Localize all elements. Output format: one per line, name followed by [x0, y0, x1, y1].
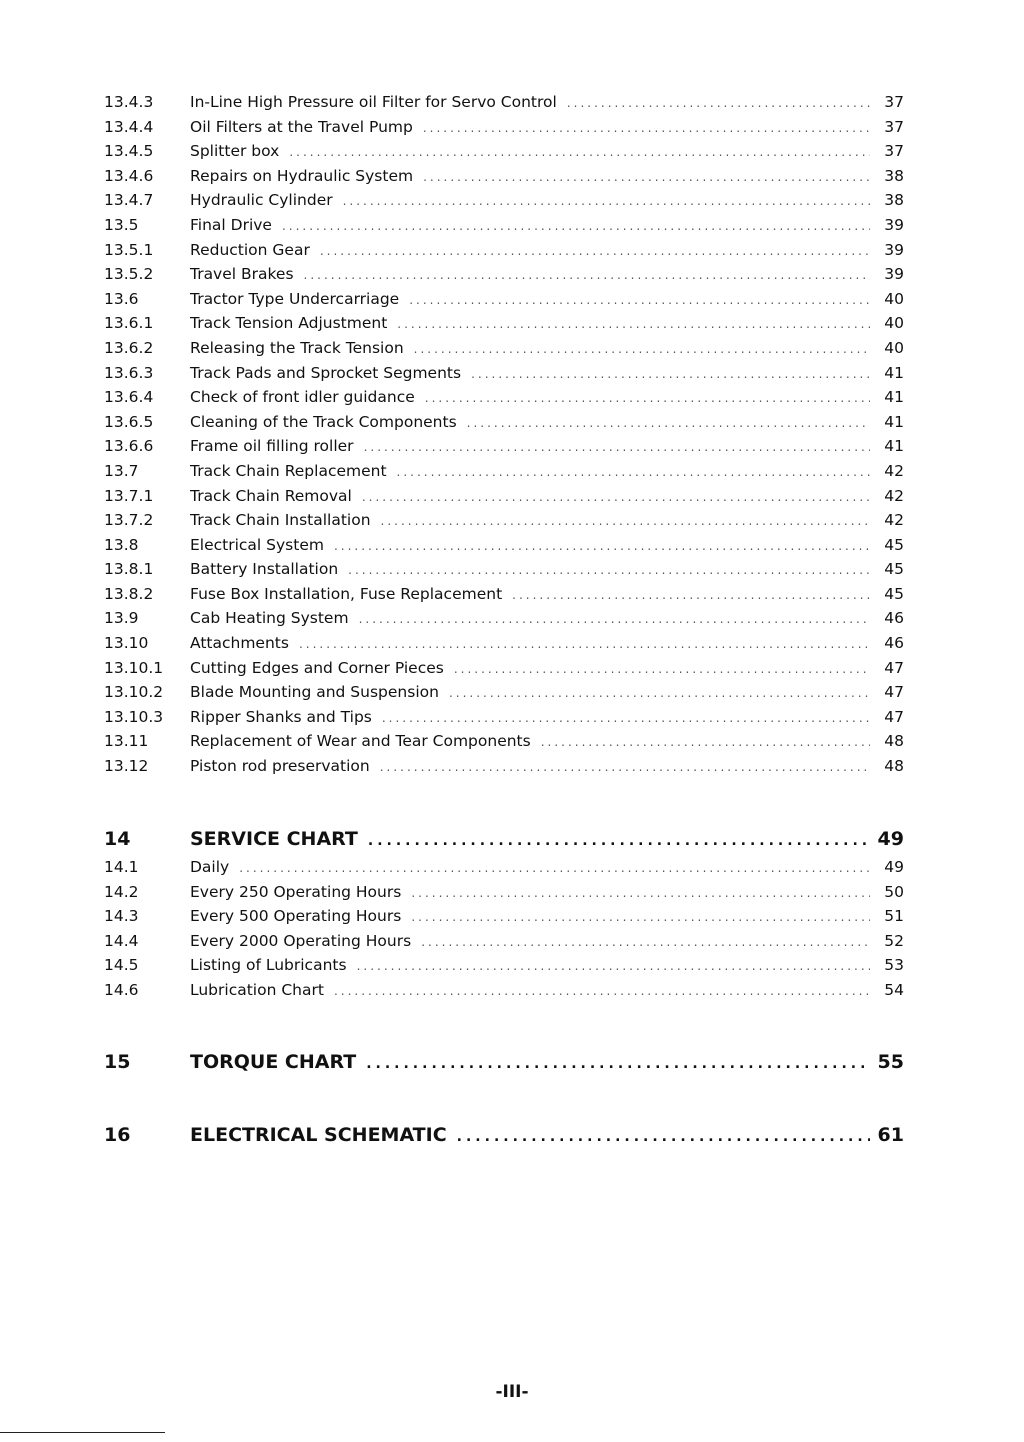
entry-title: Check of front idler guidance	[190, 388, 415, 407]
toc-entry[interactable]	[104, 287, 904, 312]
toc-entry[interactable]	[104, 385, 904, 410]
toc-entry[interactable]	[104, 953, 904, 978]
entry-page: 41	[884, 412, 904, 431]
entry-page: 49	[884, 858, 904, 876]
entry-number: 14.3	[104, 907, 139, 926]
dot-leader	[567, 91, 870, 116]
entry-number: 13.6.5	[104, 412, 154, 431]
toc-entry[interactable]	[104, 754, 904, 779]
entry-page: 48	[884, 732, 904, 751]
entry-page: 42	[884, 511, 904, 530]
toc-entry[interactable]	[104, 705, 904, 730]
entry-title: Reduction Gear	[190, 240, 310, 259]
dot-leader	[289, 140, 870, 165]
entry-page: 39	[884, 265, 904, 284]
entry-title: Cleaning of the Track Components	[190, 412, 457, 431]
entry-number: 13.6.1	[104, 314, 154, 333]
entry-page: 51	[884, 907, 904, 926]
dot-leader	[421, 930, 870, 955]
entry-page: 54	[884, 980, 904, 999]
dot-leader	[397, 312, 870, 337]
entry-number: 13.10.2	[104, 683, 164, 702]
entry-number: 13.9	[104, 609, 139, 628]
entry-title: Blade Mounting and Suspension	[190, 683, 439, 702]
entry-number: 14.4	[104, 931, 139, 950]
entry-number: 13.8.2	[104, 584, 154, 603]
entry-title: Piston rod preservation	[190, 757, 370, 776]
dot-leader	[411, 881, 870, 906]
entry-number: 13.4.5	[104, 142, 154, 161]
entry-title: Track Tension Adjustment	[190, 314, 388, 333]
dot-leader	[454, 657, 870, 682]
entry-page: 47	[884, 658, 904, 677]
entry-title: Fuse Box Installation, Fuse Replacement	[190, 584, 503, 603]
toc-entry[interactable]	[104, 978, 904, 1003]
dot-leader	[343, 189, 870, 214]
chapter-heading[interactable]	[104, 826, 904, 852]
bottom-rule	[0, 1432, 165, 1433]
dot-leader	[239, 856, 870, 881]
toc-entry[interactable]	[104, 238, 904, 263]
dot-leader	[366, 1049, 870, 1079]
toc-entry[interactable]	[104, 508, 904, 533]
dot-leader	[409, 288, 870, 313]
dot-leader	[357, 954, 870, 979]
entry-number: 14.5	[104, 956, 139, 975]
entry-title: Final Drive	[190, 215, 272, 234]
entry-number: 14.1	[104, 858, 139, 876]
entry-number: 13.6.2	[104, 338, 154, 357]
dot-leader	[457, 1122, 870, 1152]
entry-title: Tractor Type Undercarriage	[190, 289, 400, 308]
entry-number: 13.5.1	[104, 240, 154, 259]
toc-entry[interactable]	[104, 904, 904, 929]
toc-entry[interactable]	[104, 311, 904, 336]
entry-number: 13.10.1	[104, 658, 164, 677]
toc-entry[interactable]	[104, 90, 904, 115]
entry-title: Attachments	[190, 634, 289, 653]
chapter-title: ELECTRICAL SCHEMATIC	[190, 1124, 447, 1146]
entry-title: Cutting Edges and Corner Pieces	[190, 658, 444, 677]
toc-entry[interactable]	[104, 533, 904, 558]
entry-page: 40	[884, 338, 904, 357]
chapter-page: 49	[877, 828, 904, 850]
toc-chapter-15	[104, 1047, 904, 1077]
entry-number: 13.6.4	[104, 388, 154, 407]
entry-number: 13.12	[104, 757, 149, 776]
chapter-heading[interactable]	[104, 1047, 904, 1077]
chapter-title: TORQUE CHART	[190, 1051, 357, 1073]
entry-page: 40	[884, 289, 904, 308]
toc-entry[interactable]	[104, 139, 904, 164]
entry-title: Cab Heating System	[190, 609, 349, 628]
dot-leader	[423, 165, 870, 190]
entry-number: 13.10.3	[104, 707, 164, 726]
dot-leader	[380, 755, 870, 780]
entry-page: 50	[884, 882, 904, 901]
entry-title: Frame oil filling roller	[190, 437, 354, 456]
dot-leader	[425, 386, 870, 411]
toc-entry[interactable]	[104, 680, 904, 705]
entry-page: 38	[884, 191, 904, 210]
chapter-page: 61	[877, 1124, 904, 1146]
entry-title: Replacement of Wear and Tear Components	[190, 732, 531, 751]
entry-title: Every 500 Operating Hours	[190, 907, 402, 926]
toc-chapter-14	[104, 826, 904, 852]
entry-number: 13.5.2	[104, 265, 154, 284]
dot-leader	[334, 534, 870, 559]
toc-entry[interactable]	[104, 115, 904, 140]
dot-leader	[348, 558, 870, 583]
dot-leader	[467, 411, 870, 436]
entry-page: 37	[884, 142, 904, 161]
entry-number: 13.11	[104, 732, 149, 751]
toc-entry[interactable]	[104, 410, 904, 435]
toc-entry[interactable]	[104, 631, 904, 656]
entry-title: Releasing the Track Tension	[190, 338, 404, 357]
entry-page: 41	[884, 388, 904, 407]
entry-page: 45	[884, 584, 904, 603]
entry-title: Listing of Lubricants	[190, 956, 347, 975]
chapter-number: 16	[104, 1124, 131, 1146]
entry-number: 13.10	[104, 634, 149, 653]
entry-number: 13.6.3	[104, 363, 154, 382]
toc-section-13	[104, 90, 904, 779]
entry-title: Track Chain Installation	[190, 511, 371, 530]
dot-leader	[304, 263, 870, 288]
dot-leader	[299, 632, 870, 657]
entry-title: Battery Installation	[190, 560, 339, 579]
entry-page: 47	[884, 683, 904, 702]
toc-entry[interactable]	[104, 336, 904, 361]
dot-leader	[334, 979, 870, 1004]
entry-title: Lubrication Chart	[190, 980, 324, 999]
toc-entry[interactable]	[104, 880, 904, 905]
entry-title: Track Chain Removal	[190, 486, 352, 505]
entry-number: 13.5	[104, 215, 139, 234]
chapter-number: 15	[104, 1051, 131, 1073]
entry-page: 37	[884, 117, 904, 136]
toc-entry[interactable]	[104, 188, 904, 213]
entry-number: 13.7	[104, 461, 139, 480]
toc-chapter-16	[104, 1120, 904, 1150]
toc-entry[interactable]	[104, 262, 904, 287]
toc-entry[interactable]	[104, 434, 904, 459]
entry-page: 45	[884, 535, 904, 554]
entry-page: 46	[884, 634, 904, 653]
dot-leader	[382, 706, 870, 731]
entry-page: 42	[884, 486, 904, 505]
entry-number: 14.6	[104, 980, 139, 999]
toc-entry[interactable]	[104, 855, 904, 880]
entry-number: 13.8	[104, 535, 139, 554]
chapter-page: 55	[877, 1051, 904, 1073]
entry-title: Hydraulic Cylinder	[190, 191, 333, 210]
toc-entry[interactable]	[104, 213, 904, 238]
entry-title: Repairs on Hydraulic System	[190, 166, 414, 185]
dot-leader	[282, 214, 870, 239]
entry-title: Oil Filters at the Travel Pump	[190, 117, 413, 136]
toc-entry[interactable]	[104, 582, 904, 607]
entry-title: Track Pads and Sprocket Segments	[190, 363, 462, 382]
toc-entry[interactable]	[104, 484, 904, 509]
dot-leader	[411, 905, 870, 930]
entry-page: 42	[884, 461, 904, 480]
entry-title: Track Chain Replacement	[190, 461, 387, 480]
entry-page: 48	[884, 757, 904, 776]
toc-section-14	[104, 855, 904, 1003]
entry-number: 14.2	[104, 882, 139, 901]
entry-page: 40	[884, 314, 904, 333]
entry-page: 45	[884, 560, 904, 579]
toc-entry[interactable]	[104, 729, 904, 754]
entry-page: 53	[884, 956, 904, 975]
entry-title: Ripper Shanks and Tips	[190, 707, 372, 726]
entry-page: 39	[884, 215, 904, 234]
entry-number: 13.6	[104, 289, 139, 308]
toc-entry[interactable]	[104, 557, 904, 582]
entry-number: 13.4.7	[104, 191, 154, 210]
dot-leader	[449, 681, 870, 706]
toc-entry[interactable]	[104, 606, 904, 631]
dot-leader	[362, 485, 870, 510]
entry-title: Every 250 Operating Hours	[190, 882, 402, 901]
chapter-heading[interactable]	[104, 1120, 904, 1150]
dot-leader	[414, 337, 870, 362]
entry-page: 39	[884, 240, 904, 259]
entry-page: 38	[884, 166, 904, 185]
dot-leader	[471, 362, 870, 387]
entry-number: 13.4.3	[104, 93, 154, 111]
entry-page: 41	[884, 363, 904, 382]
dot-leader	[541, 730, 870, 755]
toc-entry[interactable]	[104, 361, 904, 386]
entry-number: 13.7.1	[104, 486, 154, 505]
dot-leader	[423, 116, 870, 141]
toc-entry[interactable]	[104, 929, 904, 954]
entry-title: Splitter box	[190, 142, 280, 161]
dot-leader	[364, 435, 870, 460]
entry-page: 46	[884, 609, 904, 628]
dot-leader	[397, 460, 870, 485]
chapter-number: 14	[104, 828, 131, 850]
entry-title: Travel Brakes	[190, 265, 294, 284]
entry-number: 13.4.6	[104, 166, 154, 185]
entry-number: 13.8.1	[104, 560, 154, 579]
toc-entry[interactable]	[104, 459, 904, 484]
entry-page: 41	[884, 437, 904, 456]
entry-title: In-Line High Pressure oil Filter for Servo Control	[190, 93, 557, 111]
entry-number: 13.6.6	[104, 437, 154, 456]
dot-leader	[320, 239, 870, 264]
dot-leader	[512, 583, 870, 608]
toc-entry[interactable]	[104, 164, 904, 189]
dot-leader	[381, 509, 870, 534]
toc-entry[interactable]	[104, 656, 904, 681]
entry-title: Every 2000 Operating Hours	[190, 931, 412, 950]
entry-title: Daily	[190, 858, 230, 876]
page-number-footer: -III-	[495, 1382, 529, 1402]
dot-leader	[368, 828, 870, 854]
entry-number: 13.7.2	[104, 511, 154, 530]
entry-title: Electrical System	[190, 535, 324, 554]
entry-page: 37	[884, 93, 904, 111]
entry-page: 47	[884, 707, 904, 726]
chapter-title: SERVICE CHART	[190, 828, 358, 850]
entry-page: 52	[884, 931, 904, 950]
entry-number: 13.4.4	[104, 117, 154, 136]
dot-leader	[359, 607, 870, 632]
